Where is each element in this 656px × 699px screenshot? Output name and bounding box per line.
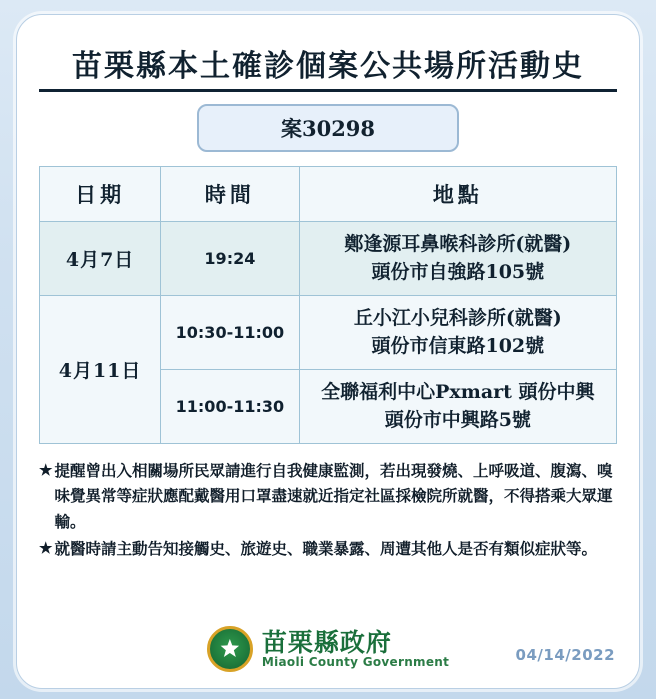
- note-item: [39, 536, 617, 561]
- poster-card: [16, 14, 640, 689]
- cell-time: 10:30-11:00: [161, 296, 299, 370]
- government-name-block: [261, 627, 450, 669]
- miaoli-county-emblem-icon: [207, 626, 253, 672]
- table-row: [40, 296, 617, 370]
- note-text: 就醫時請主動告知接觸史、旅遊史、職業暴露、周遭其他人是否有類似症狀等。: [54, 538, 597, 558]
- cell-date: 4月11日: [40, 296, 161, 444]
- cell-time: 19:24: [161, 222, 299, 296]
- place-line-2: 頭份市中興路5號: [384, 408, 531, 431]
- column-header-time: 時間: [161, 167, 299, 222]
- note-item: [39, 458, 617, 533]
- place-line-1: 丘小江小兒科診所(就醫): [353, 307, 562, 330]
- column-header-place: 地點: [299, 167, 616, 222]
- footer: [17, 612, 639, 678]
- table-row: [40, 222, 617, 296]
- activity-history-table: [39, 166, 617, 444]
- page-title: 苗栗縣本土確診個案公共場所活動史: [72, 49, 584, 84]
- note-text: 提醒曾出入相關場所民眾請進行自我健康監測，若出現發燒、上呼吸道、腹瀉、嗅味覺異常等症狀應配戴醫用口罩盡速就近指定社區採檢院所就醫，不得搭乘大眾運輸。: [54, 461, 613, 531]
- cell-place: [299, 222, 616, 296]
- place-line-2: 頭份市信東路102號: [371, 334, 545, 357]
- place-line-1: 全聯福利中心Pxmart 頭份中興: [321, 381, 595, 404]
- notes-section: [39, 458, 617, 560]
- cell-place: [299, 296, 616, 370]
- government-name-chinese: 苗栗縣政府: [261, 627, 392, 657]
- case-number-badge: 案30298: [197, 104, 459, 152]
- date-stamp: 04/14/2022: [515, 646, 615, 664]
- place-line-1: 鄭逢源耳鼻喉科診所(就醫): [344, 233, 572, 255]
- case-badge-wrapper: [39, 104, 617, 152]
- table-header-row: [40, 167, 617, 222]
- title-divider: [39, 89, 617, 92]
- government-name-english: Miaoli County Government: [261, 654, 450, 669]
- cell-place: [299, 370, 616, 444]
- place-line-2: 頭份市自強路105號: [371, 260, 545, 283]
- column-header-date: 日期: [40, 167, 161, 222]
- star-icon: ★: [39, 461, 53, 480]
- star-icon: ★: [39, 538, 53, 557]
- cell-date: 4月7日: [40, 222, 161, 296]
- cell-time: 11:00-11:30: [161, 370, 299, 444]
